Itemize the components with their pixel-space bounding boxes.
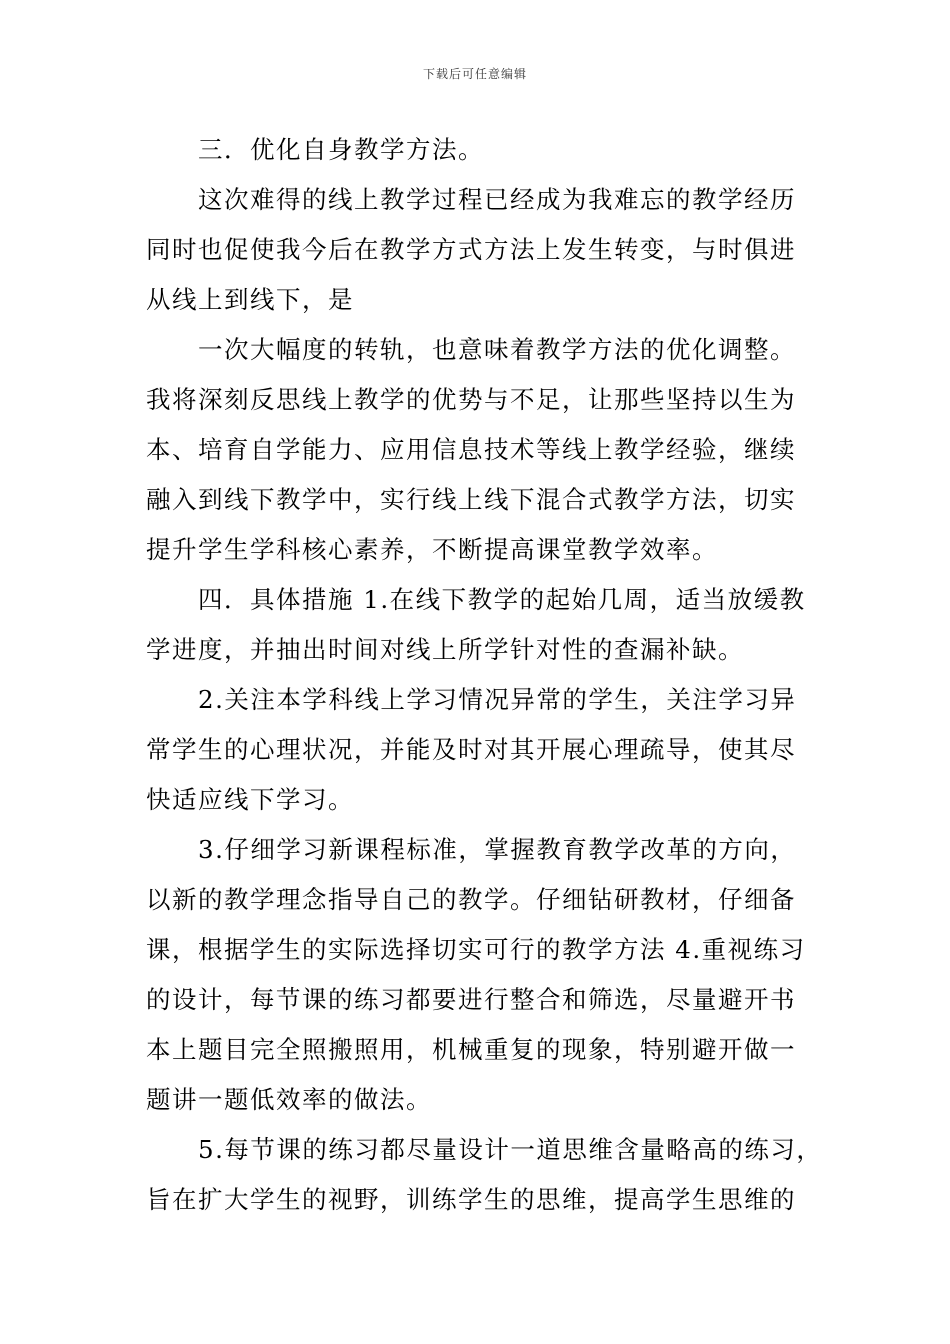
text-line: 题讲一题低效率的做法。 [146,1085,432,1114]
text-line: 融入到线下教学中，实行线上线下混合式教学方法，切实 [146,485,796,514]
text-line: 从线上到线下，是 [146,285,354,314]
text-line: 3.仔细学习新课程标准，掌握教育教学改革的方向， [146,835,797,864]
text-line: 学进度，并抽出时间对线上所学针对性的查漏补缺。 [146,635,744,664]
text-line: 的设计，每节课的练习都要进行整合和筛选，尽量避开书 [146,985,796,1014]
text-line: 三．优化自身教学方法。 [146,135,484,164]
text-line: 这次难得的线上教学过程已经成为我难忘的教学经历 [146,185,796,214]
text-line: 快适应线下学习。 [146,785,354,814]
text-line: 旨在扩大学生的视野，训练学生的思维，提高学生思维的 [146,1185,796,1214]
text-line: 本、培育自学能力、应用信息技术等线上教学经验，继续 [146,435,796,464]
page-header: 下载后可任意编辑 [422,67,527,81]
text-line: 课，根据学生的实际选择切实可行的教学方法 4.重视练习 [146,935,806,964]
text-line: 常学生的心理状况，并能及时对其开展心理疏导，使其尽 [146,735,796,764]
text-line: 提升学生学科核心素养，不断提高课堂教学效率。 [146,535,718,564]
text-line: 同时也促使我今后在教学方式方法上发生转变，与时俱进 [146,235,796,264]
text-line: 2.关注本学科线上学习情况异常的学生，关注学习异 [146,685,797,714]
text-line: 一次大幅度的转轨，也意味着教学方法的优化调整。 [146,335,796,364]
text-line: 我将深刻反思线上教学的优势与不足，让那些坚持以生为 [146,385,796,414]
text-line: 5.每节课的练习都尽量设计一道思维含量略高的练习， [146,1135,823,1164]
text-line: 本上题目完全照搬照用，机械重复的现象，特别避开做一 [146,1035,796,1064]
text-line: 四．具体措施 1.在线下教学的起始几周，适当放缓教 [146,585,806,614]
text-line: 以新的教学理念指导自己的教学。仔细钻研教材，仔细备 [146,885,796,914]
